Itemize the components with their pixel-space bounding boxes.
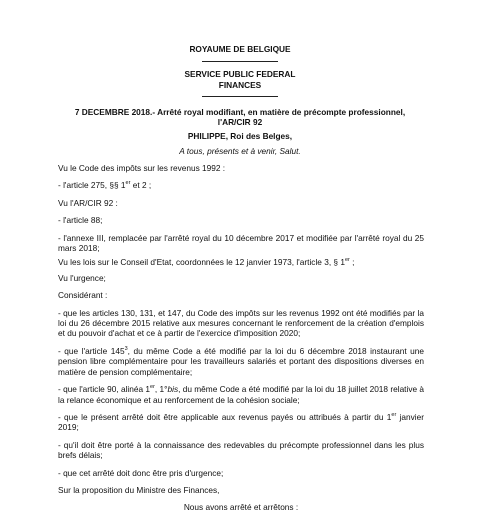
considerant-2: - que l'article $145^3$, du même Code a été modifié par la loi du 6 décembre 2018 instaurant une pension libre complémentaire pour les travailleurs salariés et portant des dispositions diverses en matière de pension complémentaire;: [58, 345, 424, 377]
considerant-5: - qu'il doit être porté à la connaissance des redevables du précompte professionnel dans les plus brefs délais;: [58, 439, 424, 461]
considerant-6: - que cet arrêté doit donc être pris d'urgence;: [58, 467, 224, 478]
vu-annexe: - l'annexe III, remplacée par l'arrêté royal du 10 décembre 2017 et modifiée par l'arrêté royal du 25 mars 2018;: [58, 232, 424, 254]
vu-code: Vu le Code des impôts sur les revenus 1992 :: [58, 163, 226, 173]
service-separator: [202, 96, 278, 97]
salutation: A tous, présents et à venir, Salut.: [179, 146, 301, 156]
king-name: PHILIPPE, Roi des Belges,: [187, 131, 293, 141]
vu-article-88: - l'article 88;: [58, 215, 103, 226]
vu-article-275: - l'article 275, §§ 1er et 2 ;: [58, 180, 152, 191]
country-heading: ROYAUME DE BELGIQUE: [189, 44, 291, 54]
proposition: Sur la proposition du Ministre des Finances,: [58, 484, 220, 495]
vu-lois: Vu les lois sur le Conseil d'Etat, coordonnées le 12 janvier 1973, l'article 3, § 1er ;: [58, 257, 355, 268]
service-heading-line2: FINANCES: [218, 79, 262, 90]
considerant-4: - que le présent arrêté doit être applicable aux revenus payés ou attribués à partir du 1er janvier 2019;: [58, 411, 425, 433]
document-body: [58, 163, 424, 513]
service-heading-line1: SERVICE PUBLIC FEDERAL: [184, 69, 296, 80]
decree-title-line1: 7 DECEMBRE 2018.- Arrêté royal modifiant, en matière de précompte professionnel,: [74, 107, 406, 117]
vu-urgence: Vu l'urgence;: [58, 272, 106, 283]
considerant-heading: Considérant :: [58, 290, 108, 301]
decision-statement: Nous avons arrêté et arrêtons :: [183, 502, 299, 513]
decree-title: [0, 107, 480, 128]
document-header: [0, 44, 480, 97]
header-separator: [202, 61, 278, 62]
vu-arcir: Vu l'AR/CIR 92 :: [58, 197, 118, 208]
considerant-1: - que les articles 130, 131, et 147, du Code des impôts sur les revenus 1992 ont été modifiés par la loi du 26 décembre 2015 relative aux mesures concernant le renforcement de la création d'emplois et du pouvoir d'achat et ce à partir de l'exercice d'imposition 2020;: [58, 307, 424, 339]
decree-title-line2: l'AR/CIR 92: [217, 117, 263, 128]
considerant-3: - que l'article 90, alinéa 1er, 1°bis, du même Code a été modifié par la loi du 18 juillet 2018 relative à la relance économique et au renforcement de la cohésion sociale;: [58, 383, 425, 405]
